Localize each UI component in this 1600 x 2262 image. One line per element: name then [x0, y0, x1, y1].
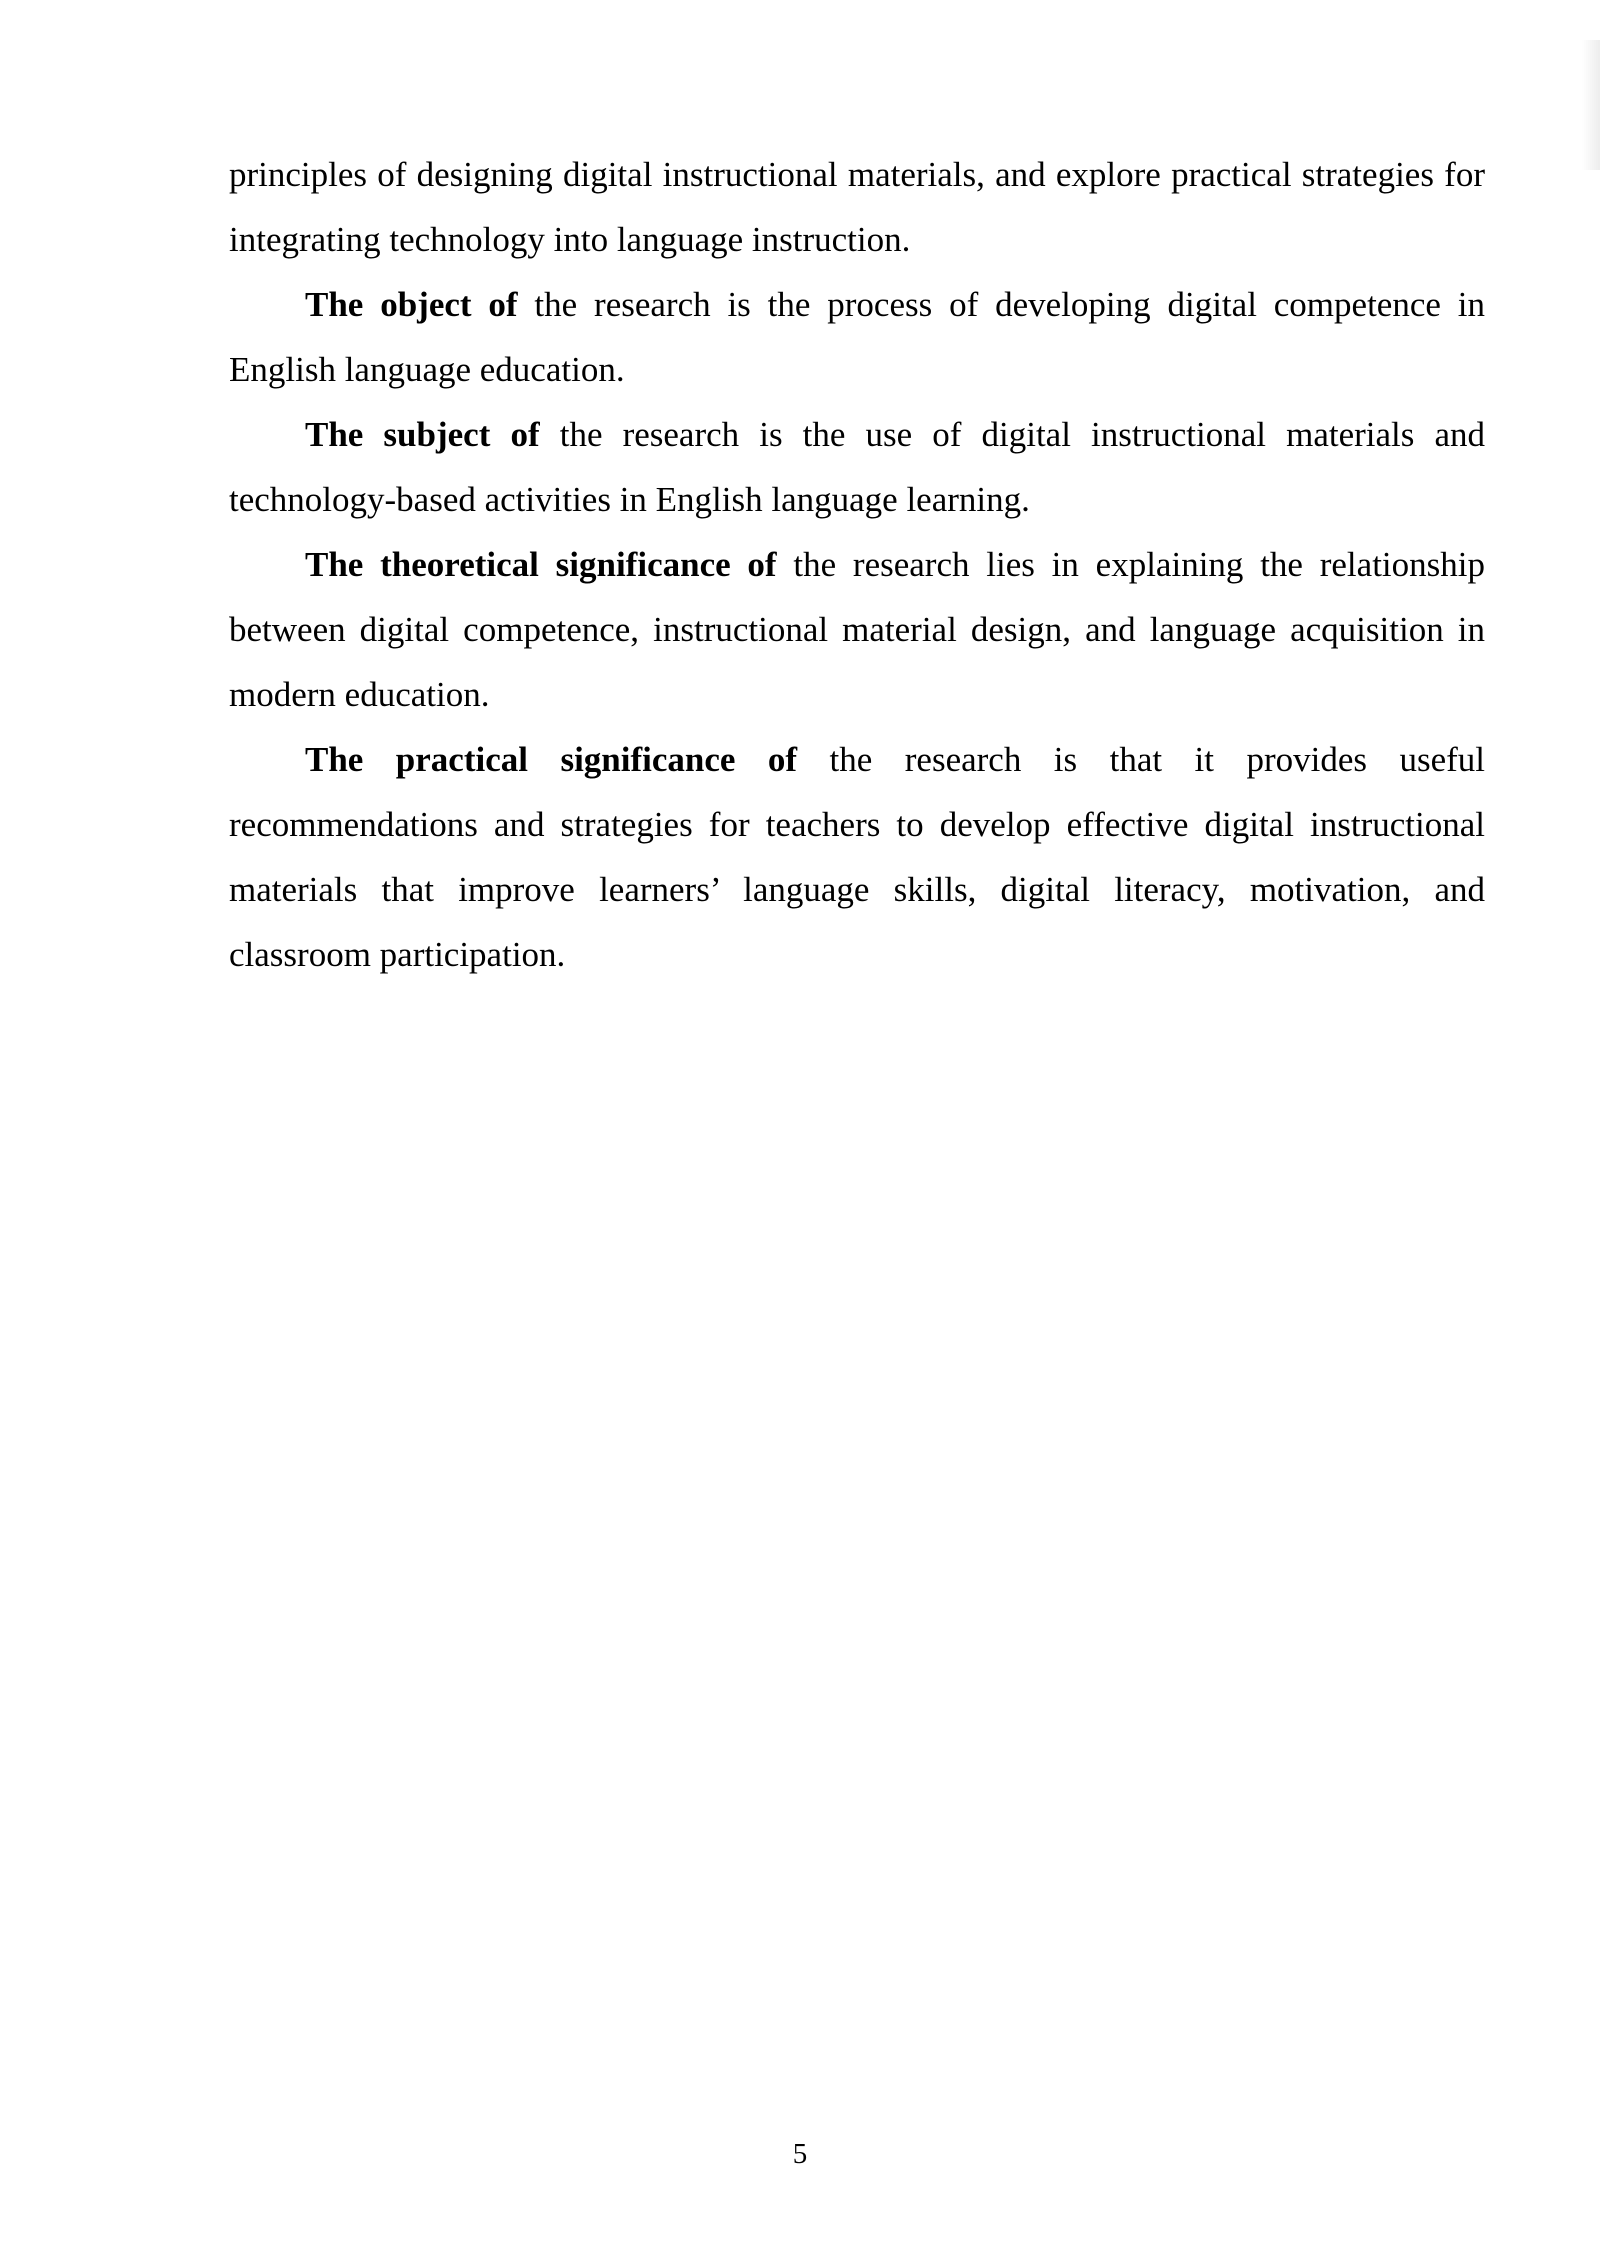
paragraph-continuation: [229, 142, 1485, 272]
paragraph-heading: The subject of: [305, 415, 540, 454]
paragraph-practical-significance: [229, 727, 1485, 987]
body-text: [229, 142, 1485, 987]
paragraph-text: principles of designing digital instructional materials, and explore practical strategies for integrating technology into language instruction.: [229, 155, 1485, 259]
paragraph-heading: The object of: [305, 285, 518, 324]
paragraph-text: the research is that it provides useful recommendations and strategies for teachers to develop effective digital instructional materials that improve learners’ language skills, digital literacy, motivation, and classroom participation.: [229, 740, 1485, 974]
paragraph-text: the research is the use of digital instructional materials and technology-based activities in English language learning.: [229, 415, 1486, 519]
page-edge-shadow: [1582, 40, 1600, 170]
paragraph-heading: The theoretical significance of: [305, 545, 777, 584]
paragraph-subject: [229, 402, 1485, 532]
paragraph-text: the research is the process of developing digital competence in English language education.: [229, 285, 1485, 389]
paragraph-object: [229, 272, 1485, 402]
page-number: 5: [792, 2138, 808, 2170]
paragraph-theoretical-significance: [229, 532, 1485, 727]
paragraph-text: the research lies in explaining the relationship between digital competence, instructional material design, and language acquisition in modern education.: [229, 545, 1485, 714]
paragraph-heading: The practical significance of: [305, 740, 798, 779]
